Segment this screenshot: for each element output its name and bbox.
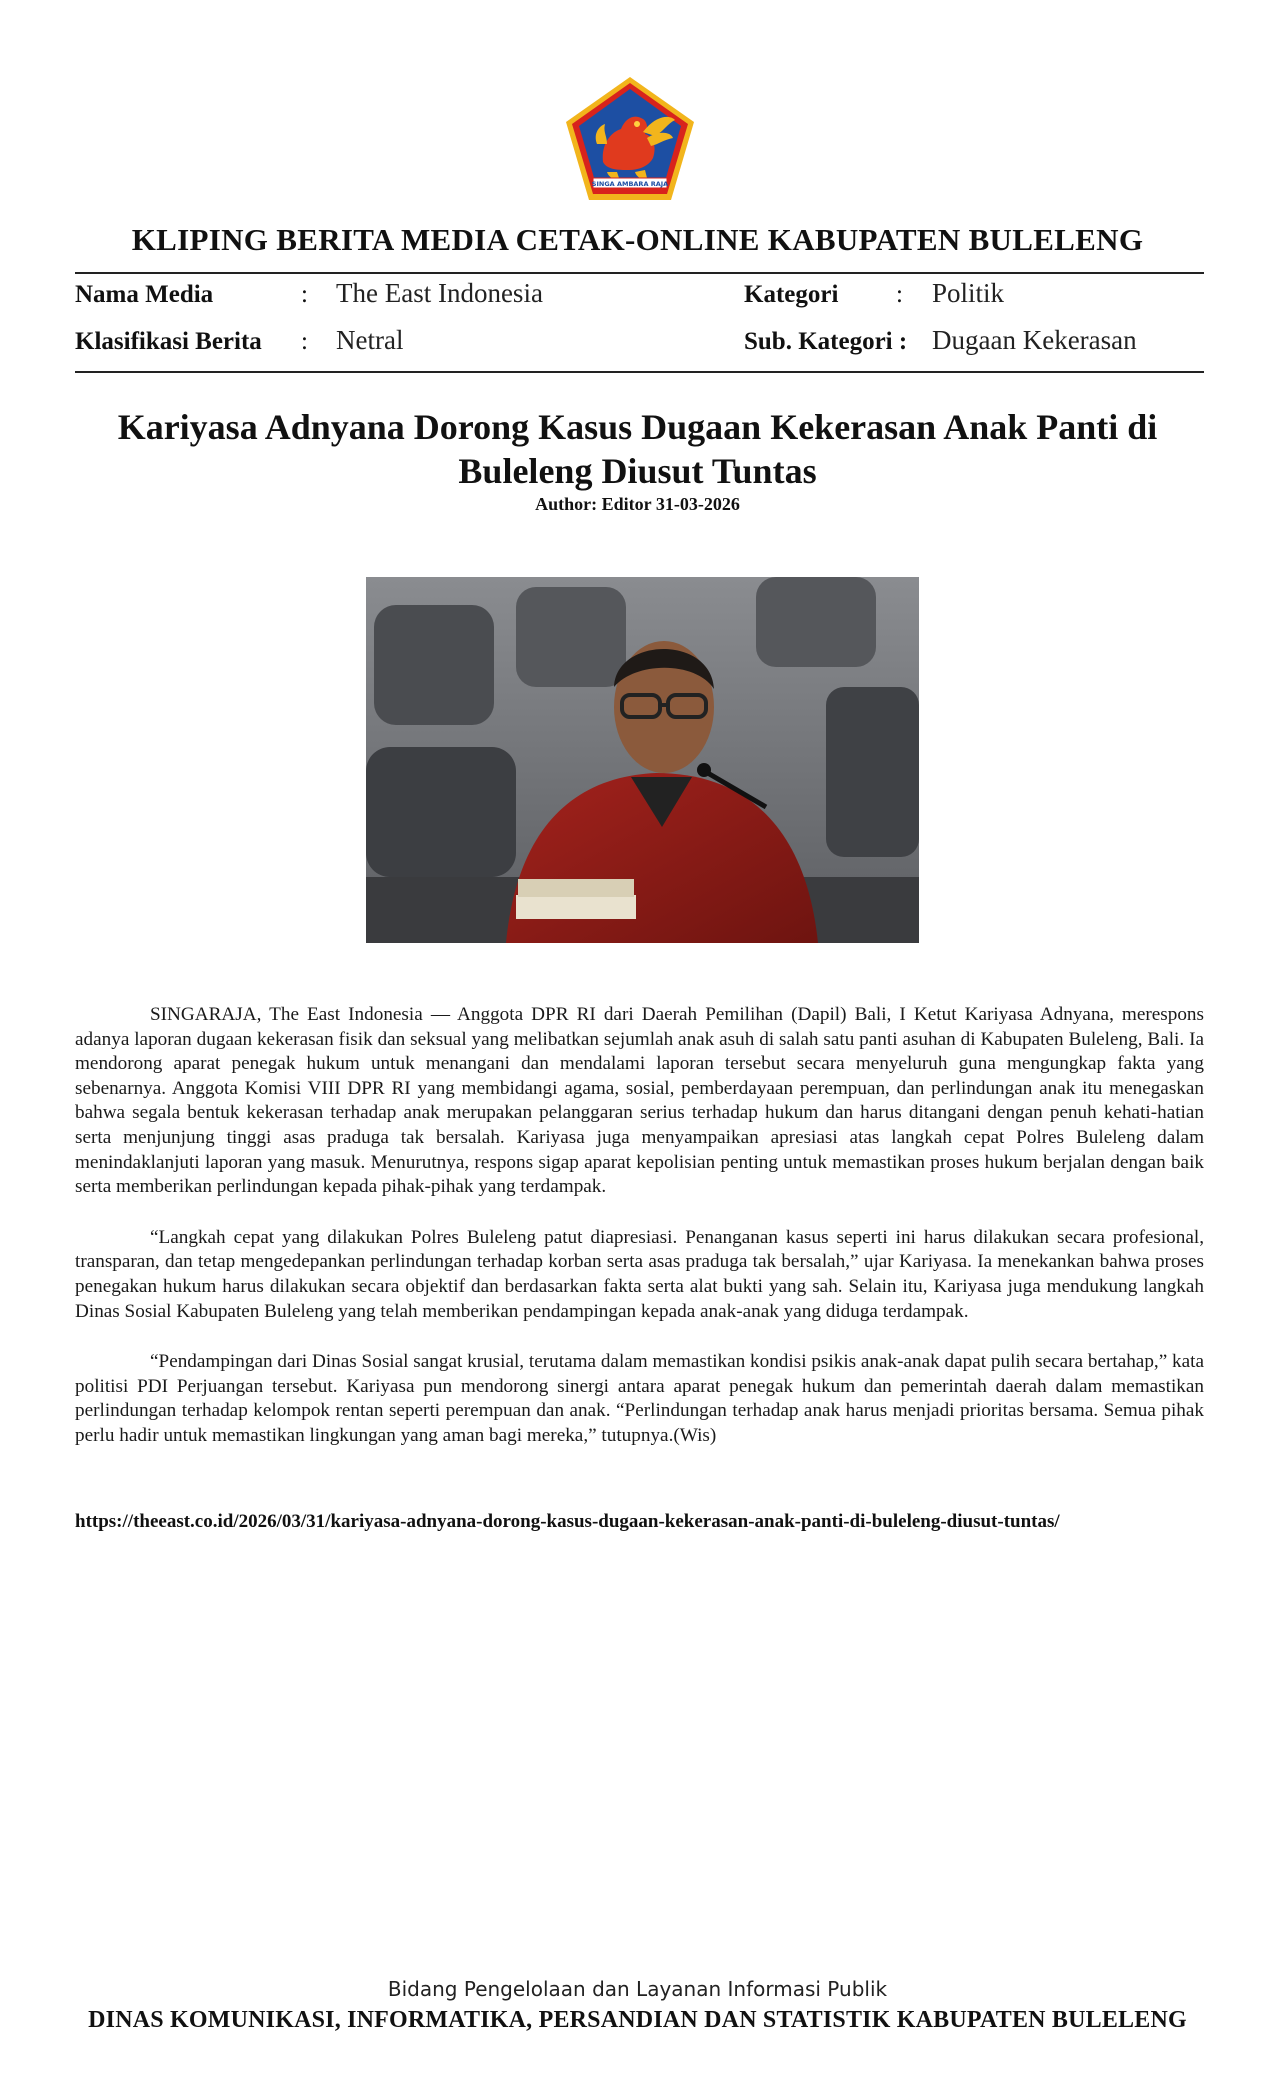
- header-bottom-rule: [75, 371, 1204, 373]
- article-byline: Author: Editor 31-03-2026: [535, 494, 740, 514]
- article-paragraph: “Langkah cepat yang dilakukan Polres Buleleng patut diapresiasi. Penanganan kasus seperti ini harus dilakukan secara profesional, transparan, dan tetap mengedepankan perlindungan terhadap korban serta asas praduga tak bersalah,” ujar Kariyasa. Ia menekankan bahwa proses penegakan hukum harus dilakukan secara objektif dan berdasarkan fakta serta alat bukti yang sah. Selain itu, Kariyasa juga mendukung langkah Dinas Sosial Kabupaten Buleleng yang telah memberikan pendampingan kepada anak-anak yang diduga terdampak.: [75, 1226, 1204, 1322]
- nama-media-value: The East Indonesia: [336, 278, 543, 308]
- nama-media-label: Nama Media: [75, 281, 214, 308]
- article-paragraph: “Pendampingan dari Dinas Sosial sangat krusial, terutama dalam memastikan kondisi psikis anak-anak dapat pulih secara bertahap,” kata politisi PDI Perjuangan tersebut. Kariyasa pun mendorong sinergi antara aparat penegak hukum dan pemerintah daerah dalam memastikan perlindungan terhadap kelompok rentan seperti perempuan dan anak. “Perlindungan terhadap anak harus menjadi prioritas bersama. Semua pihak perlu hadir untuk memastikan lingkungan yang aman bagi mereka,” tutupnya.(Wis): [75, 1351, 1204, 1446]
- article-photo: [366, 577, 919, 943]
- buleleng-crest-logo: [563, 74, 698, 204]
- nama-media-colon: :: [301, 281, 308, 308]
- source-url-link[interactable]: https://theeast.co.id/2026/03/31/kariyasa-adnyana-dorong-kasus-dugaan-kekerasan-anak-panti-di-buleleng-diusut-tuntas/: [75, 1511, 1060, 1532]
- sub-kategori-value: Dugaan Kekerasan: [932, 325, 1137, 355]
- sub-kategori-label: Sub. Kategori :: [744, 328, 908, 355]
- header-top-rule: [75, 272, 1204, 274]
- article-title: Kariyasa Adnyana Dorong Kasus Dugaan Kekerasan Anak Panti di Buleleng Diusut Tuntas: [117, 407, 1158, 491]
- crest-motto: SINGA AMBARA RAJA: [591, 180, 669, 188]
- klasifikasi-label: Klasifikasi Berita: [75, 328, 262, 355]
- footer-subtitle: Bidang Pengelolaan dan Layanan Informasi Publik: [387, 1977, 888, 2001]
- header-title: KLIPING BERITA MEDIA CETAK-ONLINE KABUPATEN BULELENG: [131, 222, 1144, 257]
- klasifikasi-colon: :: [301, 328, 308, 355]
- kategori-value: Politik: [932, 278, 1005, 308]
- footer-title: DINAS KOMUNIKASI, INFORMATIKA, PERSANDIAN DAN STATISTIK KABUPATEN BULELENG: [88, 2007, 1187, 2033]
- buleleng-crest-icon: [563, 74, 698, 204]
- article-paragraph: SINGARAJA, The East Indonesia — Anggota DPR RI dari Daerah Pemilihan (Dapil) Bali, I Ketut Kariyasa Adnyana, merespons adanya laporan dugaan kekerasan fisik dan seksual yang melibatkan sejumlah anak asuh di salah satu panti asuhan di Kabupaten Buleleng, Bali. Ia mendorong aparat penegak hukum untuk menangani dan mendalami laporan tersebut secara menyeluruh guna mengungkap fakta yang sebenarnya. Anggota Komisi VIII DPR RI yang membidangi agama, sosial, pemberdayaan perempuan, dan perlindungan anak itu menegaskan bahwa segala bentuk kekerasan terhadap anak merupakan pelanggaran serius terhadap hukum dan harus ditangani dengan penuh kehati-hatian serta menjunjung tinggi asas praduga tak bersalah. Kariyasa juga menyampaikan apresiasi atas langkah cepat Polres Buleleng dalam menindaklanjuti laporan yang masuk. Menurutnya, respons sigap aparat kepolisian penting untuk memastikan proses hukum berjalan dengan baik serta memberikan perlindungan kepada pihak-pihak yang terdampak.: [75, 1004, 1204, 1198]
- kategori-colon: :: [896, 281, 903, 308]
- klasifikasi-value: Netral: [336, 325, 404, 355]
- article-body: [75, 1003, 1204, 1475]
- kategori-label: Kategori: [744, 281, 839, 308]
